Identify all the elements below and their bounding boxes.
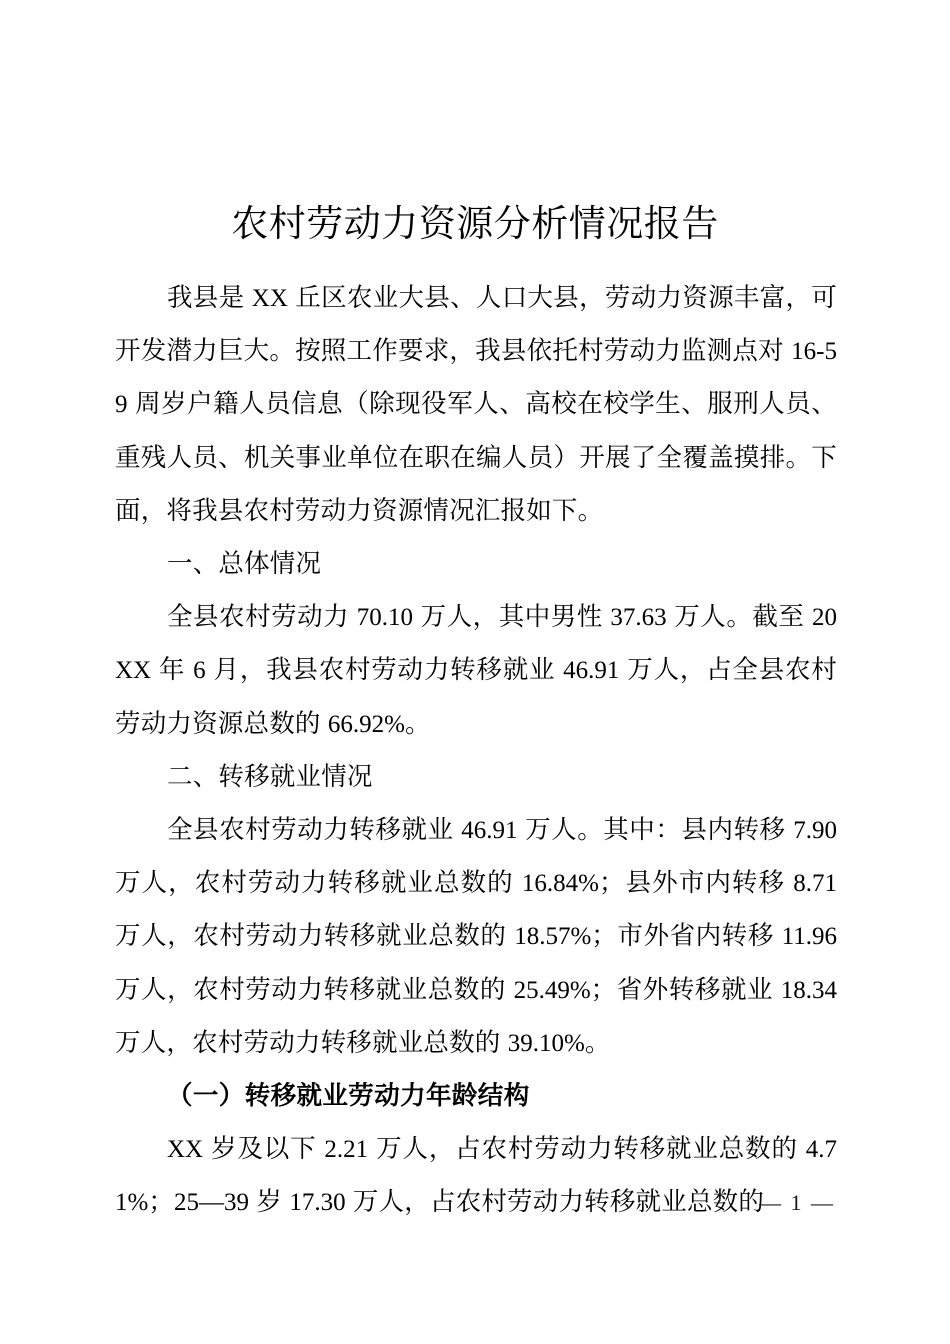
document-body (115, 272, 837, 1230)
intro-paragraph: 我县是 XX 丘区农业大县、人口大县，劳动力资源丰富，可开发潜力巨大。按照工作要求，我县依托村劳动力监测点对 16-59 周岁户籍人员信息（除现役军人、高校在校学生、服刑人员、重残人员、机关事业单位在职在编人员）开展了全覆盖摸排。下面，将我县农村劳动力资源情况汇报如下。 (115, 284, 837, 525)
subsection-one-paragraph: XX 岁及以下 2.21 万人，占农村劳动力转移就业总数的 4.71%；25—39 岁 17.30 万人，占农村劳动力转移就业总数的 (115, 1135, 837, 1217)
subsection-heading-one: （一）转移就业劳动力年龄结构 (167, 1082, 530, 1111)
section-heading-one: 一、总体情况 (167, 550, 322, 579)
section-one-paragraph: 全县农村劳动力 70.10 万人，其中男性 37.63 万人。截至 20XX 年 6 月，我县农村劳动力转移就业 46.91 万人，占全县农村劳动力资源总数的 66.92%。 (115, 603, 838, 738)
page-number: — 1 — (759, 1190, 835, 1215)
section-two-paragraph: 全县农村劳动力转移就业 46.91 万人。其中：县内转移 7.90 万人，农村劳动力转移就业总数的 16.84%；县外市内转移 8.71 万人，农村劳动力转移就业总数的 18.57%；市外省内转移 11.96 万人，农村劳动力转移就业总数的 25.49%；省外转移就业 18.34 万人，农村劳动力转移就业总数的 39.10%。 (115, 816, 837, 1057)
page-title: 农村劳动力资源分析情况报告 (231, 202, 719, 244)
section-heading-two: 二、转移就业情况 (167, 762, 373, 791)
